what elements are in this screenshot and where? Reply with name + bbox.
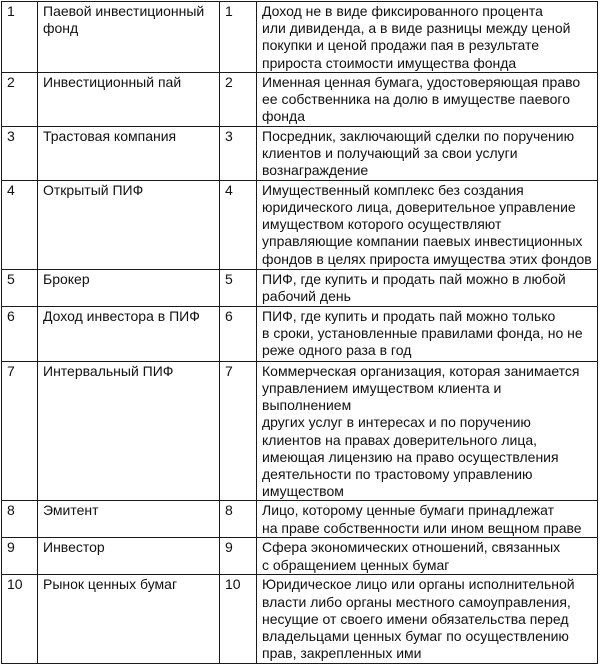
- right-number-cell: 10: [220, 575, 257, 664]
- right-number-cell: 6: [220, 306, 257, 361]
- table-row: [2, 538, 598, 575]
- term-text: Доход инвестора в ПИФ: [43, 307, 200, 324]
- definition-cell: [257, 538, 598, 575]
- table-row: [2, 126, 598, 180]
- definition-cell: [257, 269, 598, 306]
- terms-matching-table: [1, 1, 598, 664]
- table-row: [2, 269, 598, 306]
- definition-text: Доход не в виде фиксированного процента или дивиденда, а в виде разницы между ценой покупки и ценой продажи пая в результате прироста стоимости имущества фонда: [262, 3, 571, 71]
- definition-text: Имущественный комплекс без создания юридического лица, доверительное управление имуществом которого осуществляют управляющие компании паевых инвестиционных фондов в целях прироста имущества этих фондов: [262, 181, 592, 267]
- right-number-cell: 9: [220, 538, 257, 575]
- table-row: [2, 2, 598, 73]
- term-text: Интервальный ПИФ: [43, 362, 174, 379]
- definition-cell: [257, 361, 598, 501]
- right-number-cell: 4: [220, 180, 257, 269]
- left-number-cell: 5: [2, 269, 38, 306]
- right-number-cell: 2: [220, 72, 257, 126]
- table-body: [2, 2, 598, 664]
- term-text: Инвестиционный пай: [43, 73, 182, 90]
- table-row: [2, 180, 598, 269]
- term-text: Рынок ценных бумаг: [43, 576, 178, 593]
- table-row: [2, 72, 598, 126]
- table-row: [2, 501, 598, 538]
- term-cell: [38, 269, 220, 306]
- right-number-cell: 7: [220, 361, 257, 501]
- term-cell: [38, 361, 220, 501]
- term-text: Трастовая компания: [43, 127, 177, 144]
- definition-text: ПИФ, где купить и продать пай можно в любой рабочий день: [262, 270, 566, 305]
- right-number-cell: 8: [220, 501, 257, 538]
- document-page: [1, 1, 597, 662]
- term-text: Эмитент: [43, 502, 99, 519]
- definition-text: Посредник, заключающий сделки по поручению клиентов и получающий за свои услуги вознаграждение: [262, 127, 575, 179]
- right-number-cell: 3: [220, 126, 257, 180]
- left-number-cell: 4: [2, 180, 38, 269]
- left-number-cell: 3: [2, 126, 38, 180]
- left-number-cell: 8: [2, 501, 38, 538]
- left-number-cell: 9: [2, 538, 38, 575]
- term-text: Открытый ПИФ: [43, 181, 144, 198]
- term-cell: [38, 306, 220, 361]
- definition-text: ПИФ, где купить и продать пай можно только в сроки, установленные правилами фонда, но не реже одного раза в год: [262, 307, 583, 359]
- right-number-cell: 5: [220, 269, 257, 306]
- term-cell: [38, 126, 220, 180]
- definition-text: Юридическое лицо или органы исполнительной власти либо органы местного самоуправления, несущие от своего имени обязательства перед владельцами ценных бумаг по осуществлению прав, закрепленных ими: [262, 576, 575, 662]
- definition-cell: [257, 575, 598, 664]
- left-number-cell: 1: [2, 2, 38, 73]
- right-number-cell: 1: [220, 2, 257, 73]
- definition-cell: [257, 72, 598, 126]
- table-row: [2, 575, 598, 664]
- left-number-cell: 6: [2, 306, 38, 361]
- table-row: [2, 306, 598, 361]
- definition-cell: [257, 126, 598, 180]
- definition-cell: [257, 180, 598, 269]
- definition-text: Лицо, которому ценные бумаги принадлежат на праве собственности или ином вещном праве: [262, 502, 582, 536]
- definition-cell: [257, 501, 598, 538]
- definition-text: Коммерческая организация, которая занимается управлением имуществом клиента и выполнением других услуг в интересах и по поручению клиентов на правах доверительного лица, имеющая лицензию на право осуществления деятельности по трастовому управлению имуществом: [262, 362, 580, 500]
- term-text: Паевой инвестиционный фонд: [43, 3, 205, 37]
- left-number-cell: 2: [2, 72, 38, 126]
- table-row: [2, 361, 598, 501]
- term-cell: [38, 2, 220, 73]
- definition-cell: [257, 2, 598, 73]
- term-text: Инвестор: [43, 539, 105, 556]
- term-cell: [38, 501, 220, 538]
- term-cell: [38, 575, 220, 664]
- definition-text: Именная ценная бумага, удостоверяющая право ее собственника на долю в имуществе паевого фонда: [262, 73, 581, 125]
- term-cell: [38, 538, 220, 575]
- definition-text: Сфера экономических отношений, связанных с обращением ценных бумаг: [262, 539, 561, 573]
- left-number-cell: 10: [2, 575, 38, 664]
- term-cell: [38, 72, 220, 126]
- term-cell: [38, 180, 220, 269]
- left-number-cell: 7: [2, 361, 38, 501]
- term-text: Брокер: [43, 270, 90, 287]
- definition-cell: [257, 306, 598, 361]
